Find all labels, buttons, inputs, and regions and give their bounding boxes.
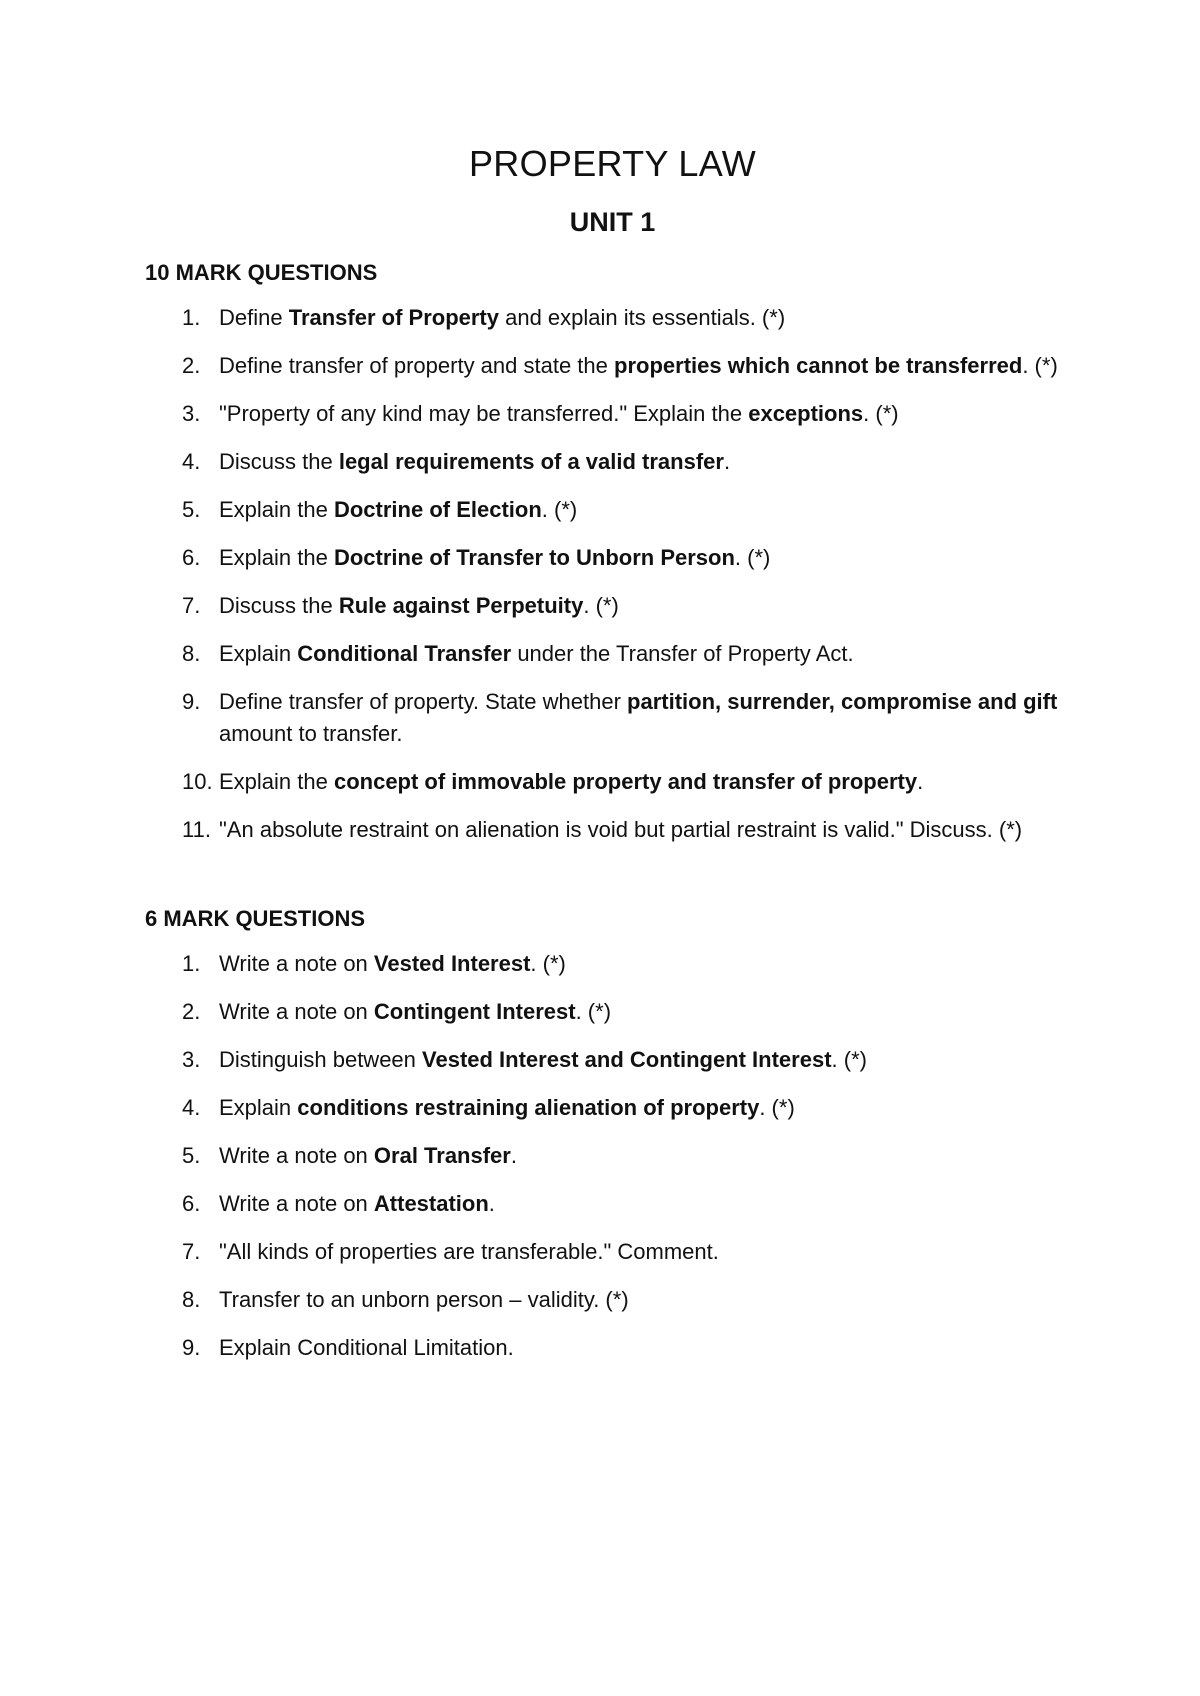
question-key-term: Contingent Interest	[373, 999, 576, 1024]
question-text-part: Explain the	[219, 769, 334, 794]
question-text-part: Explain	[219, 641, 298, 666]
question-number: 1.	[182, 951, 201, 976]
question-item	[145, 590, 1080, 622]
question-list-6-mark	[145, 948, 1080, 1364]
question-key-term: Vested Interest and Contingent Interest	[422, 1047, 832, 1072]
question-item	[145, 1332, 1080, 1364]
question-number: 4.	[182, 449, 201, 474]
question-number: 2.	[182, 353, 201, 378]
question-number: 6.	[182, 1191, 201, 1216]
question-text-part: Write a note on	[219, 1143, 374, 1168]
question-text-part: .	[488, 1191, 495, 1216]
question-text-part: Define transfer of property and state the	[219, 353, 615, 378]
question-text	[219, 305, 785, 330]
question-text	[219, 1287, 629, 1312]
question-text-part: "An absolute restraint on alienation is void but partial restraint is valid." Discuss. (*)	[219, 817, 1023, 842]
question-text	[219, 593, 619, 618]
question-text	[219, 1143, 517, 1168]
question-key-term: Transfer of Property	[288, 305, 499, 330]
question-number: 5.	[182, 497, 201, 522]
question-item	[145, 686, 1080, 750]
question-text	[219, 769, 923, 794]
question-number: 3.	[182, 1047, 201, 1072]
question-key-term: Conditional Transfer	[297, 641, 512, 666]
question-key-term: Vested Interest	[373, 951, 531, 976]
question-text	[219, 641, 854, 666]
question-text-part: . (*)	[831, 1047, 867, 1072]
question-text-part: .	[917, 769, 924, 794]
question-key-term: Oral Transfer	[373, 1143, 511, 1168]
question-item	[145, 638, 1080, 670]
question-text-part: Define	[219, 305, 289, 330]
unit-title: UNIT 1	[569, 207, 656, 237]
question-text-part: . (*)	[734, 545, 771, 570]
question-key-term: properties which cannot be transferred	[614, 353, 1023, 378]
question-number: 10.	[182, 769, 213, 794]
question-number: 8.	[182, 641, 201, 666]
question-text-part: Transfer to an unborn person – validity. (*)	[219, 1287, 629, 1312]
question-text-part: and explain its essentials. (*)	[499, 305, 786, 330]
question-item	[145, 494, 1080, 526]
question-text-part: . (*)	[583, 593, 619, 618]
question-item	[145, 948, 1080, 980]
question-number: 11.	[182, 817, 211, 842]
question-number: 6.	[182, 545, 201, 570]
question-number: 5.	[182, 1143, 201, 1168]
question-text-part: under the Transfer of Property Act.	[511, 641, 854, 666]
question-number: 7.	[182, 1239, 201, 1264]
question-item	[145, 398, 1080, 430]
question-text-part: Explain the	[219, 545, 334, 570]
document-title: PROPERTY LAW	[468, 143, 756, 184]
question-text-part: Write a note on	[219, 951, 374, 976]
question-key-term: Doctrine of Election	[333, 497, 542, 522]
question-item	[145, 446, 1080, 478]
question-text-part: Define transfer of property. State whether	[219, 689, 628, 714]
question-text	[219, 401, 899, 426]
question-text-part: . (*)	[759, 1095, 795, 1120]
question-number: 4.	[182, 1095, 201, 1120]
question-text	[219, 497, 577, 522]
question-text	[219, 449, 730, 474]
question-text-part: Explain	[219, 1095, 298, 1120]
section-heading-6-mark: 6 MARK QUESTIONS	[145, 906, 366, 931]
question-item	[145, 1044, 1080, 1076]
question-item	[145, 542, 1080, 574]
question-item	[145, 1092, 1080, 1124]
question-text	[219, 545, 770, 570]
question-text-part: .	[723, 449, 731, 474]
question-item	[145, 996, 1080, 1028]
question-key-term: exceptions	[748, 401, 864, 426]
question-text-part: .	[510, 1143, 517, 1168]
question-item	[145, 1284, 1080, 1316]
question-text	[219, 1191, 495, 1216]
question-item	[145, 350, 1080, 382]
question-text-part: . (*)	[1022, 353, 1058, 378]
question-text	[219, 951, 566, 976]
question-text-part: amount to transfer.	[219, 721, 403, 746]
question-key-term: conditions restraining alienation of property	[297, 1095, 760, 1120]
question-text-part: Discuss the	[219, 593, 339, 618]
question-text	[219, 999, 611, 1024]
question-text-part: Write a note on	[219, 1191, 374, 1216]
section-heading-10-mark: 10 MARK QUESTIONS	[145, 260, 378, 285]
question-item	[145, 1140, 1080, 1172]
question-text-part: "Property of any kind may be transferred." Explain the	[219, 401, 749, 426]
question-text	[219, 1095, 795, 1120]
question-item	[145, 1236, 1080, 1268]
question-number: 7.	[182, 593, 201, 618]
question-text-part: . (*)	[541, 497, 578, 522]
question-text-part: "All kinds of properties are transferable." Comment.	[219, 1239, 719, 1264]
question-text	[219, 1335, 514, 1360]
question-list-10-mark	[145, 302, 1080, 846]
question-item	[145, 302, 1080, 334]
question-key-term: partition, surrender, compromise and gift	[627, 689, 1058, 714]
question-text-part: Write a note on	[219, 999, 374, 1024]
question-key-term: legal requirements of a valid transfer	[338, 449, 724, 474]
question-text-part: Distinguish between	[219, 1047, 423, 1072]
question-key-term: Doctrine of Transfer to Unborn Person	[333, 545, 735, 570]
question-item	[145, 814, 1080, 846]
question-item	[145, 1188, 1080, 1220]
question-text-part: Explain the	[219, 497, 334, 522]
question-number: 9.	[182, 1335, 201, 1360]
question-text	[219, 689, 1057, 746]
question-number: 3.	[182, 401, 201, 426]
question-text	[219, 817, 1022, 842]
question-number: 8.	[182, 1287, 201, 1312]
question-number: 1.	[182, 305, 201, 330]
question-text-part: Discuss the	[219, 449, 339, 474]
question-key-term: Rule against Perpetuity	[338, 593, 584, 618]
question-text	[219, 1239, 719, 1264]
question-text-part: . (*)	[575, 999, 612, 1024]
question-number: 9.	[182, 689, 201, 714]
question-key-term: concept of immovable property and transfer of property	[333, 769, 918, 794]
question-key-term: Attestation	[373, 1191, 489, 1216]
question-text	[219, 353, 1058, 378]
question-item	[145, 766, 1080, 798]
question-text	[219, 1047, 867, 1072]
question-text-part: . (*)	[530, 951, 566, 976]
question-number: 2.	[182, 999, 201, 1024]
question-text-part: . (*)	[863, 401, 899, 426]
question-text-part: Explain Conditional Limitation.	[219, 1335, 514, 1360]
